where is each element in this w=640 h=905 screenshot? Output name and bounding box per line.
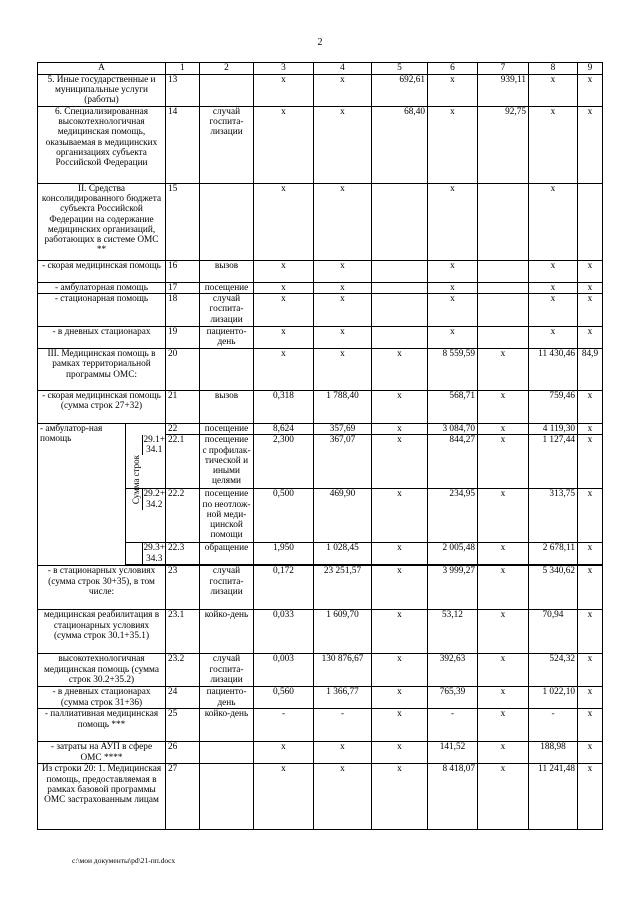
table-row xyxy=(38,107,603,184)
value-cell: 939,11 xyxy=(478,75,529,107)
value-cell: х xyxy=(428,294,478,327)
value-cell: 2,300 xyxy=(254,435,314,489)
table-row xyxy=(38,391,603,424)
value-cell: х xyxy=(428,75,478,107)
value-cell: х xyxy=(529,327,578,349)
value-cell: х xyxy=(254,107,314,184)
row-name: - амбулатор-ная помощь xyxy=(38,424,126,566)
row-name: - в дневных стационарах xyxy=(38,327,166,349)
value-cell xyxy=(478,327,529,349)
value-cell: х xyxy=(314,261,372,283)
row-number: 22.3 xyxy=(166,543,200,565)
value-cell: х xyxy=(254,349,314,391)
row-name: 6. Специализированная высокотехнологичная медицинская помощь, оказываемая в медицинских организациях субъекта Российской Федерации xyxy=(38,107,166,184)
value-cell: х xyxy=(254,283,314,294)
value-cell: 313,75 xyxy=(529,489,578,543)
value-cell: х xyxy=(254,261,314,283)
sum-label-spacer xyxy=(126,543,143,563)
unit-cell xyxy=(200,742,254,764)
row-name: - стационарная помощь xyxy=(38,294,166,327)
value-cell: х xyxy=(578,764,603,830)
value-cell: х xyxy=(428,107,478,184)
value-cell: х xyxy=(372,349,428,391)
header-cell: 6 xyxy=(428,63,478,75)
value-cell: х xyxy=(578,709,603,742)
value-cell: 692,61 xyxy=(372,75,428,107)
unit-cell: случай госпита-лизации xyxy=(200,566,254,610)
value-cell: 0,033 xyxy=(254,610,314,654)
table-row xyxy=(38,764,603,830)
unit-cell: случай госпита-лизации xyxy=(200,107,254,184)
value-cell: х xyxy=(254,75,314,107)
value-cell: 392,63 xyxy=(428,654,478,687)
row-number: 14 xyxy=(166,107,200,184)
value-cell: х xyxy=(578,327,603,349)
sum-ref: 29.1+ 34.1 xyxy=(143,434,165,456)
value-cell: х xyxy=(478,489,529,543)
footer-file-path: c:\мои документы\pd\21-пп.docx xyxy=(72,856,176,865)
value-cell: х xyxy=(578,261,603,283)
value-cell: х xyxy=(372,489,428,543)
row-number: 25 xyxy=(166,709,200,742)
row-number: 24 xyxy=(166,687,200,709)
value-cell: х xyxy=(314,349,372,391)
value-cell: х xyxy=(314,107,372,184)
value-cell xyxy=(372,294,428,327)
value-cell: х xyxy=(478,654,529,687)
row-number: 17 xyxy=(166,283,200,294)
value-cell: 3 084,70 xyxy=(428,424,478,435)
table-row xyxy=(38,687,603,709)
unit-cell xyxy=(200,764,254,830)
sum-ref: 29.2+ 34.2 xyxy=(143,489,165,510)
value-cell: х xyxy=(578,742,603,764)
table-row xyxy=(38,709,603,742)
unit-cell: посещение xyxy=(200,424,254,435)
value-cell: х xyxy=(578,435,603,489)
row-number: 18 xyxy=(166,294,200,327)
value-cell: х xyxy=(478,687,529,709)
value-cell: х xyxy=(428,261,478,283)
value-cell xyxy=(372,327,428,349)
row-number: 22.1 xyxy=(166,435,200,489)
value-cell: х xyxy=(314,75,372,107)
value-cell xyxy=(578,184,603,261)
value-cell: - xyxy=(254,709,314,742)
value-cell: 130 876,67 xyxy=(314,654,372,687)
value-cell: х xyxy=(254,742,314,764)
table-row xyxy=(38,654,603,687)
sum-label-spacer xyxy=(126,435,143,455)
value-cell: 234,95 xyxy=(428,489,478,543)
value-cell: х xyxy=(314,764,372,830)
row-name: 5. Иные государственные и муниципальные услуги (работы) xyxy=(38,75,166,107)
value-cell: 1 028,45 xyxy=(314,543,372,565)
header-cell: 8 xyxy=(529,63,578,75)
table-row xyxy=(38,184,603,261)
value-cell: х xyxy=(372,566,428,610)
table-row xyxy=(38,566,603,610)
row-number: 23 xyxy=(166,566,200,610)
row-name: медицинская реабилитация в стационарных условиях (сумма строк 30.1+35.1) xyxy=(38,610,166,654)
row-name: - в стационарных условиях (сумма строк 30+35), в том числе: xyxy=(38,566,166,610)
row-number: 16 xyxy=(166,261,200,283)
value-cell: - xyxy=(314,709,372,742)
value-cell: 0,003 xyxy=(254,654,314,687)
row-number: 22 xyxy=(166,424,200,435)
unit-cell xyxy=(200,349,254,391)
value-cell: х xyxy=(478,435,529,489)
row-name: Из строки 20: 1. Медицинская помощь, предоставляемая в рамках базовой программы ОМС застрахованным лицам xyxy=(38,764,166,830)
unit-cell: вызов xyxy=(200,391,254,424)
value-cell: 2 005,48 xyxy=(428,543,478,565)
value-cell: х xyxy=(372,764,428,830)
value-cell: 844,27 xyxy=(428,435,478,489)
header-cell: 3 xyxy=(254,63,314,75)
spacer-cell xyxy=(126,424,166,435)
value-cell: х xyxy=(529,75,578,107)
value-cell: 11 241,48 xyxy=(529,764,578,830)
row-number: 22.2 xyxy=(166,489,200,543)
value-cell: 765,39 xyxy=(428,687,478,709)
value-cell: 11 430,46 xyxy=(529,349,578,391)
value-cell: х xyxy=(578,566,603,610)
value-cell: х xyxy=(578,687,603,709)
value-cell: х xyxy=(478,709,529,742)
value-cell: х xyxy=(254,294,314,327)
value-cell xyxy=(478,184,529,261)
value-cell: 524,32 xyxy=(529,654,578,687)
value-cell: х xyxy=(372,610,428,654)
unit-cell: обращение xyxy=(200,543,254,565)
value-cell: х xyxy=(478,391,529,424)
table-row xyxy=(38,349,603,391)
unit-cell: вызов xyxy=(200,261,254,283)
value-cell xyxy=(372,261,428,283)
value-cell: х xyxy=(578,489,603,543)
value-cell: 92,75 xyxy=(478,107,529,184)
unit-cell: койко-день xyxy=(200,709,254,742)
row-number: 23.1 xyxy=(166,610,200,654)
row-name: высокотехнологичная медицинская помощь (сумма строк 30.2+35.2) xyxy=(38,654,166,687)
value-cell xyxy=(372,184,428,261)
header-cell: 2 xyxy=(200,63,254,75)
value-cell: х xyxy=(478,424,529,435)
row-name: - паллиативная медицинская помощь *** xyxy=(38,709,166,742)
value-cell: - xyxy=(529,709,578,742)
value-cell: 357,69 xyxy=(314,424,372,435)
table-row xyxy=(38,75,603,107)
value-cell: х xyxy=(372,391,428,424)
value-cell: х xyxy=(578,294,603,327)
value-cell: 1 366,77 xyxy=(314,687,372,709)
value-cell: х xyxy=(372,742,428,764)
value-cell: 568,71 xyxy=(428,391,478,424)
unit-cell: случай госпита-лизации xyxy=(200,654,254,687)
value-cell: 53,12 xyxy=(428,610,478,654)
value-cell: х xyxy=(478,764,529,830)
value-cell: 23 251,57 xyxy=(314,566,372,610)
value-cell: 3 999,27 xyxy=(428,566,478,610)
value-cell xyxy=(478,283,529,294)
value-cell: 0,318 xyxy=(254,391,314,424)
value-cell: 1 609,70 xyxy=(314,610,372,654)
row-name: - скорая медицинская помощь (сумма строк 27+32) xyxy=(38,391,166,424)
value-cell: 141,52 xyxy=(428,742,478,764)
unit-cell: посещение по неотлож-ной меди-цинской помощи xyxy=(200,489,254,543)
row-number: 19 xyxy=(166,327,200,349)
value-cell: х xyxy=(578,75,603,107)
row-name: - затраты на АУП в сфере ОМС **** xyxy=(38,742,166,764)
value-cell: 8,624 xyxy=(254,424,314,435)
table-row xyxy=(38,742,603,764)
value-cell: х xyxy=(372,424,428,435)
value-cell: 1 022,10 xyxy=(529,687,578,709)
value-cell: х xyxy=(254,764,314,830)
value-cell: х xyxy=(428,184,478,261)
value-cell xyxy=(478,294,529,327)
value-cell xyxy=(372,283,428,294)
value-cell: х xyxy=(314,294,372,327)
table-row xyxy=(38,424,603,435)
value-cell: х xyxy=(372,654,428,687)
value-cell: х xyxy=(372,543,428,565)
row-number: 26 xyxy=(166,742,200,764)
value-cell: 1,950 xyxy=(254,543,314,565)
value-cell: х xyxy=(529,107,578,184)
value-cell: х xyxy=(478,349,529,391)
unit-cell: пациенто-день xyxy=(200,687,254,709)
row-name: - в дневных стационарах (сумма строк 31+36) xyxy=(38,687,166,709)
value-cell: х xyxy=(529,261,578,283)
value-cell: 188,98 xyxy=(529,742,578,764)
value-cell: х xyxy=(254,327,314,349)
value-cell: х xyxy=(578,283,603,294)
value-cell: х xyxy=(372,709,428,742)
value-cell: 1 127,44 xyxy=(529,435,578,489)
value-cell: 0,560 xyxy=(254,687,314,709)
table-row xyxy=(38,327,603,349)
unit-cell xyxy=(200,184,254,261)
value-cell: х xyxy=(372,435,428,489)
unit-cell xyxy=(200,75,254,107)
value-cell: 4 119,30 xyxy=(529,424,578,435)
row-number: 15 xyxy=(166,184,200,261)
value-cell: х xyxy=(578,543,603,565)
row-number: 23.2 xyxy=(166,654,200,687)
value-cell: х xyxy=(478,742,529,764)
value-cell: 8 559,59 xyxy=(428,349,478,391)
value-cell: - xyxy=(428,709,478,742)
page-number: 2 xyxy=(317,37,323,48)
value-cell: х xyxy=(529,184,578,261)
value-cell: 8 418,07 xyxy=(428,764,478,830)
value-cell: х xyxy=(578,107,603,184)
header-cell: 1 xyxy=(166,63,200,75)
unit-cell: посещение с профилак-тической и иными целями xyxy=(200,435,254,489)
header-cell: 5 xyxy=(372,63,428,75)
value-cell: 84,9 xyxy=(578,349,603,391)
value-cell: 0,172 xyxy=(254,566,314,610)
value-cell: 759,46 xyxy=(529,391,578,424)
value-cell: х xyxy=(578,424,603,435)
header-cell: 9 xyxy=(578,63,603,75)
value-cell: х xyxy=(372,687,428,709)
value-cell: х xyxy=(478,610,529,654)
header-cell: А xyxy=(38,63,166,75)
value-cell: 5 340,62 xyxy=(529,566,578,610)
value-cell: 469,90 xyxy=(314,489,372,543)
value-cell: х xyxy=(578,610,603,654)
value-cell: х xyxy=(529,283,578,294)
value-cell: х xyxy=(428,327,478,349)
table-row xyxy=(38,294,603,327)
value-cell: 1 788,40 xyxy=(314,391,372,424)
value-cell: 70,94 xyxy=(529,610,578,654)
row-name: III. Медицинская помощь в рамках территориальной программы ОМС: xyxy=(38,349,166,391)
value-cell: х xyxy=(529,294,578,327)
sum-subtable-cell xyxy=(126,543,166,565)
value-cell: х xyxy=(314,283,372,294)
row-number: 27 xyxy=(166,764,200,830)
header-cell: 7 xyxy=(478,63,529,75)
value-cell: х xyxy=(314,742,372,764)
territorial-program-table xyxy=(37,62,603,830)
row-number: 21 xyxy=(166,391,200,424)
row-name: - амбулаторная помощь xyxy=(38,283,166,294)
value-cell: х xyxy=(478,543,529,565)
unit-cell: пациенто-день xyxy=(200,327,254,349)
value-cell: х xyxy=(254,184,314,261)
header-cell: 4 xyxy=(314,63,372,75)
value-cell xyxy=(478,261,529,283)
sum-label-holder xyxy=(126,455,143,509)
row-name: - скорая медицинская помощь xyxy=(38,261,166,283)
value-cell: х xyxy=(314,184,372,261)
table-row xyxy=(38,610,603,654)
header-row xyxy=(38,63,603,75)
value-cell: х xyxy=(578,654,603,687)
value-cell: х xyxy=(478,566,529,610)
sum-subtable-cell xyxy=(126,455,166,543)
unit-cell: посещение xyxy=(200,283,254,294)
table-row xyxy=(38,261,603,283)
unit-cell: койко-день xyxy=(200,610,254,654)
row-name: II. Средства консолидированного бюджета субъекта Российской Федерации на содержание медицинских организаций, работающих в системе ОМС ** xyxy=(38,184,166,261)
value-cell: 0,500 xyxy=(254,489,314,543)
value-cell: 68,40 xyxy=(372,107,428,184)
value-cell: 2 678,11 xyxy=(529,543,578,565)
table-row xyxy=(38,283,603,294)
value-cell: 367,07 xyxy=(314,435,372,489)
value-cell: х xyxy=(428,283,478,294)
value-cell: х xyxy=(578,391,603,424)
sum-ref: 29.3+ 34.3 xyxy=(143,543,165,564)
unit-cell: случай госпита-лизации xyxy=(200,294,254,327)
value-cell: х xyxy=(314,327,372,349)
sum-vertical-label: Сумма строк xyxy=(131,455,141,505)
row-number: 20 xyxy=(166,349,200,391)
row-number: 13 xyxy=(166,75,200,107)
